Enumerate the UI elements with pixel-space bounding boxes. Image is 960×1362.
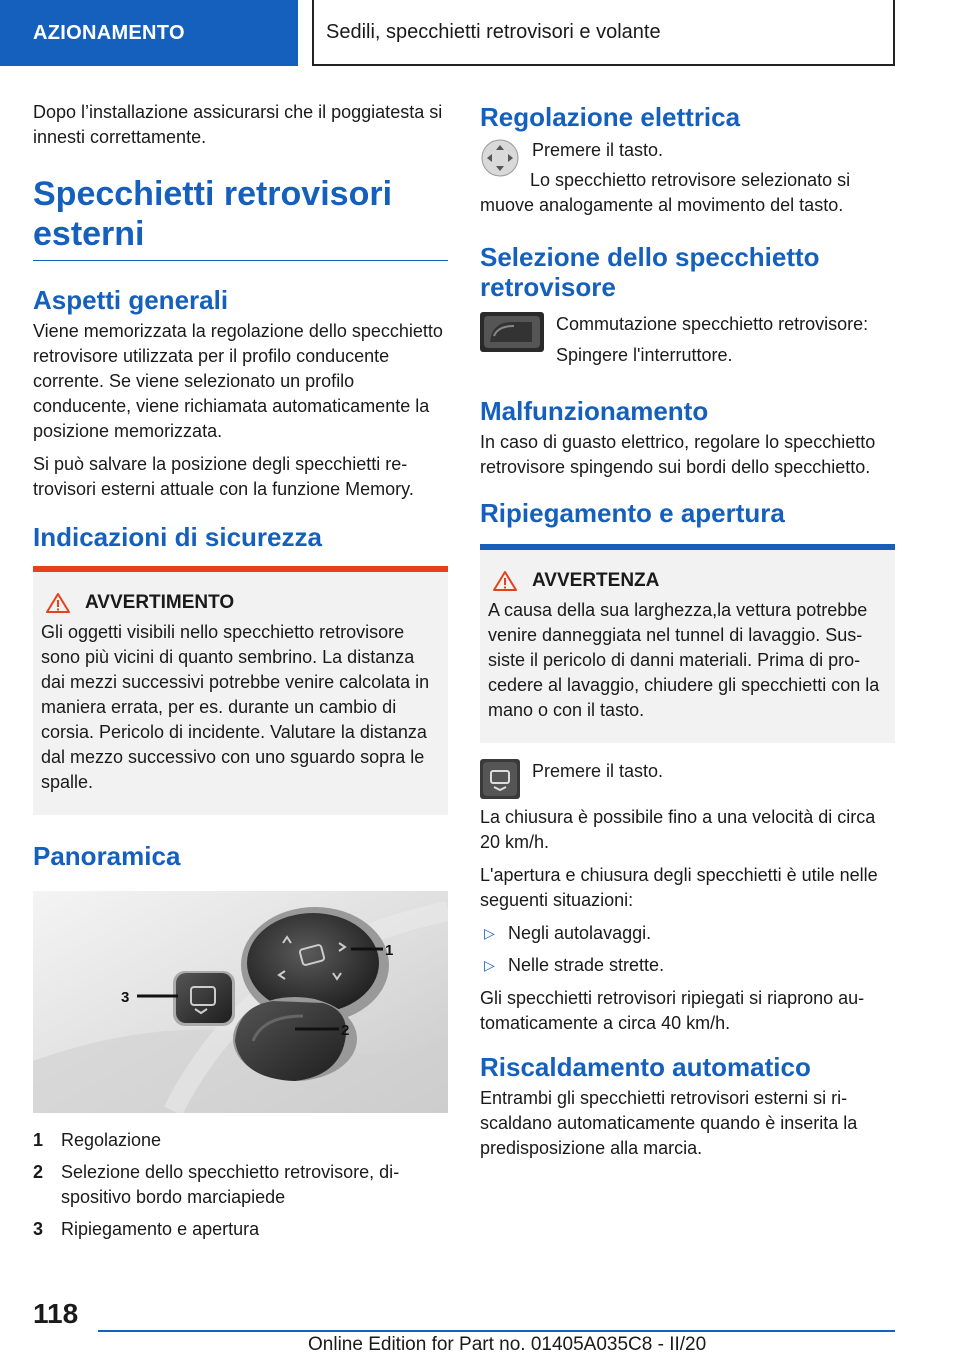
overview-heading: Panoramica [33, 841, 181, 871]
legend-item: 3 Ripiegamento e apertura [33, 1219, 260, 1239]
caution-title: AVVERTENZA [532, 570, 660, 591]
selection-line-2: Spingere l'interruttore. [556, 345, 733, 365]
warning-triangle-icon [45, 592, 71, 614]
edition-footer: Online Edition for Part no. 01405A035C8 - II/20 [308, 1334, 707, 1355]
fold-paragraph-3: Gli specchietti retrovisori ripiegati si riaprono automaticamente a circa 40 km/h. [480, 988, 865, 1033]
warning-title: AVVERTIMENTO [85, 592, 235, 613]
mirror-selector-switch-icon [480, 312, 544, 352]
bullet-triangle-icon: ▷ [484, 957, 495, 973]
right-column [480, 102, 895, 1169]
selection-line-1: Commutazione specchietto retrovisore: [556, 314, 869, 334]
warning-text: Gli oggetti visibili nello specchietto retrovisore sono più vicini di quanto sembrino. La distanza dai mezzi successivi potrebbe venire calcolata in maniera errata, per es. durante un cambio di corsia. Pericolo di incidente. Valutare la distanza dal mezzo successivo con uno sguardo sopra le spalle. [41, 622, 430, 792]
legend-item: 2 Selezione dello specchietto retrovisore, dispositivo bordo marciapiede [33, 1162, 400, 1207]
electric-heading: Regolazione elettrica [480, 102, 741, 132]
page-number: 118 [33, 1298, 79, 1329]
general-paragraph-2: Si può salvare la posizione degli specchietti retrovisori esterni attuale con la funzione Memory. [33, 454, 414, 499]
list-item: ▷ Nelle strade strette. [480, 953, 895, 978]
malfunction-heading: Malfunzionamento [480, 396, 709, 426]
legend-item: 1 Regolazione [33, 1130, 162, 1150]
heating-heading: Riscaldamento automatico [480, 1052, 811, 1082]
general-paragraph-1: Viene memorizzata la regolazione dello specchietto retrovisore utilizzata per il profilo conducente corrente. Se viene selezionato un profilo conducente, viene richiamata automaticamente la posizione memorizzata. [33, 321, 443, 441]
general-heading: Aspetti generali [33, 285, 229, 315]
intro-paragraph: Dopo l’installazione assicurarsi che il poggiatesta si innesti correttamente. [33, 102, 443, 147]
mirror-controls-photo [33, 891, 448, 1113]
legend-list [33, 1128, 448, 1242]
chapter-title: Sedili, specchietti retrovisori e volante [312, 0, 895, 66]
fold-paragraph-1: La chiusura è possibile fino a una velocità di circa 20 km/h. [480, 807, 876, 852]
electric-line-2: Lo specchietto retrovisore selezionato si muove analogamente al movimento del tasto. [480, 170, 851, 215]
safety-heading: Indicazioni di sicurezza [33, 522, 322, 552]
fold-button-icon [480, 759, 520, 799]
four-way-button-icon [480, 138, 520, 178]
main-section-title: Specchietti retrovisori esterni [33, 174, 448, 261]
warning-box [33, 566, 448, 815]
left-column [33, 100, 448, 1249]
heating-paragraph: Entrambi gli specchietti retrovisori esterni si riscaldano automaticamente quando è inserita la predisposizione alla marcia. [480, 1088, 858, 1158]
situations-list [480, 921, 895, 978]
page-header [0, 0, 960, 66]
electric-line-1: Premere il tasto. [532, 140, 664, 160]
malfunction-paragraph: In caso di guasto elettrico, regolare lo specchietto retrovisore spingendo sui bordi dello specchietto. [480, 432, 876, 477]
list-item: ▷ Negli autolavaggi. [480, 921, 895, 946]
caution-box [480, 544, 895, 743]
caution-triangle-icon [492, 570, 518, 592]
fold-paragraph-2: L'apertura e chiusura degli specchietti è utile nelle seguenti situazioni: [480, 865, 878, 910]
fold-press-line: Premere il tasto. [532, 761, 664, 781]
callout-1: 1 [385, 942, 394, 959]
bullet-triangle-icon: ▷ [484, 925, 495, 941]
callout-2: 2 [341, 1022, 350, 1039]
fold-heading: Ripiegamento e apertura [480, 498, 785, 528]
selection-heading: Selezione dello specchietto retrovisore [480, 242, 820, 302]
callout-3: 3 [121, 989, 130, 1006]
caution-text: A causa della sua larghezza,la vettura potrebbe venire danneggiata nel tunnel di lavaggio. Sussiste il pericolo di danni materiali. Prima di procedere al lavaggio, chiudere gli specchietti con la mano o con il tasto. [488, 600, 880, 720]
section-tab: AZIONAMENTO [0, 0, 298, 66]
